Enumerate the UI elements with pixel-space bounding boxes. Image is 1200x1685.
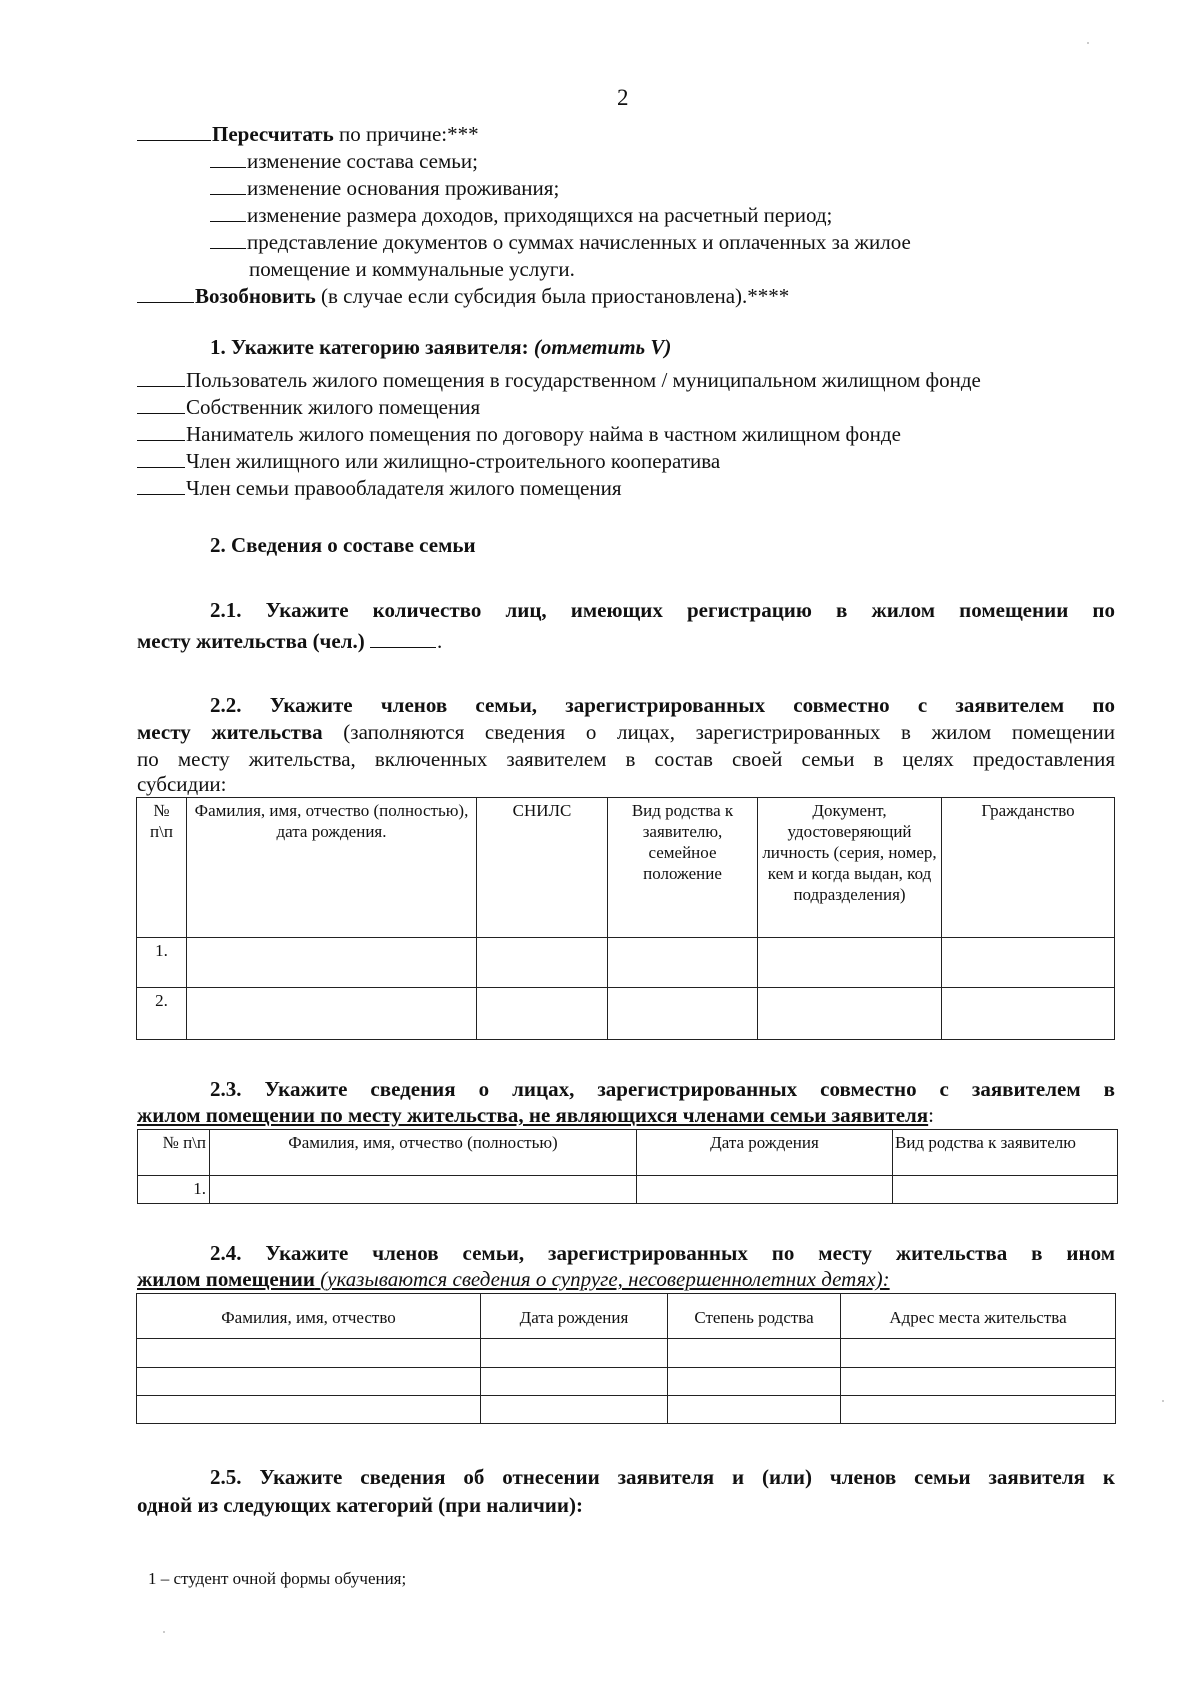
page-number: 2 xyxy=(617,85,629,110)
category-blank[interactable] xyxy=(137,466,185,468)
table-cell[interactable] xyxy=(137,1368,481,1396)
recalc-reason-3 xyxy=(210,202,832,229)
col-address: Адрес места жительства xyxy=(841,1294,1116,1339)
table-cell[interactable] xyxy=(841,1396,1116,1424)
table-cell[interactable] xyxy=(758,938,942,988)
reason-text: представление документов о суммах начисленных и оплаченных за жилое xyxy=(247,230,911,254)
category-option-3 xyxy=(137,421,901,448)
category-option-5 xyxy=(137,475,621,502)
table-cell[interactable] xyxy=(758,988,942,1040)
s23-tail: : xyxy=(928,1103,935,1127)
recalc-reason-2 xyxy=(210,175,559,202)
table-cell[interactable] xyxy=(608,988,758,1040)
resume-line xyxy=(137,283,789,310)
table-row xyxy=(137,1368,1116,1396)
table-cell[interactable] xyxy=(608,938,758,988)
category-text: Наниматель жилого помещения по договору найма в частном жилищном фонде xyxy=(186,422,901,446)
recalc-title-rest: по причине:*** xyxy=(333,122,479,146)
reason-text: изменение состава семьи; xyxy=(247,149,478,173)
table-cell[interactable] xyxy=(942,938,1115,988)
resume-blank[interactable] xyxy=(137,301,194,303)
recalc-reason-4-cont: помещение и коммунальные услуги. xyxy=(249,257,575,281)
reason-blank[interactable] xyxy=(210,247,246,249)
scan-speck xyxy=(1162,1400,1164,1402)
category-blank[interactable] xyxy=(137,412,185,414)
table-cell[interactable] xyxy=(893,1176,1118,1204)
table-cell[interactable] xyxy=(841,1368,1116,1396)
table-cell[interactable] xyxy=(668,1339,841,1368)
s22-line1: 2.2. Укажите членов семьи, зарегистрированных совместно с заявителем по xyxy=(210,693,1115,717)
table-cell[interactable] xyxy=(668,1368,841,1396)
s23-bold: жилом помещении по месту жительства, не являющихся членами семьи заявителя xyxy=(137,1103,929,1127)
category-option-1 xyxy=(137,367,981,394)
row-number: 2. xyxy=(137,988,187,1040)
table-cell[interactable] xyxy=(481,1339,668,1368)
reason-text: изменение основания проживания; xyxy=(247,176,560,200)
row-number: 1. xyxy=(137,938,187,988)
family-members-table xyxy=(136,797,1115,1040)
recalc-blank[interactable] xyxy=(137,139,211,141)
col-full-name: Фамилия, имя, отчество xyxy=(137,1294,481,1339)
table-cell[interactable] xyxy=(942,988,1115,1040)
table-header-row xyxy=(137,798,1115,938)
col-number: № п\п xyxy=(138,1130,210,1176)
recalc-line xyxy=(137,121,479,148)
table-row xyxy=(137,988,1115,1040)
scan-speck xyxy=(163,1631,165,1633)
s22-rest: (заполняются сведения о лицах, зарегистрированных в жилом помещении xyxy=(322,720,1115,744)
col-full-name: Фамилия, имя, отчество (полностью) xyxy=(210,1130,637,1176)
reason-blank[interactable] xyxy=(210,193,246,195)
category-text: Член семьи правообладателя жилого помещения xyxy=(186,476,622,500)
s25-line2: одной из следующих категорий (при наличии): xyxy=(137,1493,583,1517)
section1-title-text: 1. Укажите категорию заявителя: xyxy=(210,335,534,359)
row-number: 1. xyxy=(138,1176,210,1204)
category-option-2 xyxy=(137,394,480,421)
table-cell[interactable] xyxy=(187,938,477,988)
s21-tail: . xyxy=(437,629,443,653)
non-family-residents-table xyxy=(137,1129,1118,1204)
section2-title: 2. Сведения о составе семьи xyxy=(210,533,476,557)
s21-count-blank[interactable] xyxy=(370,646,436,648)
col-relation-degree: Степень родства xyxy=(668,1294,841,1339)
footnote-item-1: 1 – студент очной формы обучения; xyxy=(148,1569,407,1588)
col-number: № п\п xyxy=(137,798,187,938)
table-cell[interactable] xyxy=(481,1396,668,1424)
category-text: Собственник жилого помещения xyxy=(186,395,481,419)
table-cell[interactable] xyxy=(477,988,608,1040)
s21-line1: 2.1. Укажите количество лиц, имеющих регистрацию в жилом помещении по xyxy=(210,598,1115,622)
s21-line2 xyxy=(137,628,442,655)
col-snils: СНИЛС xyxy=(477,798,608,938)
table-cell[interactable] xyxy=(668,1396,841,1424)
table-cell[interactable] xyxy=(841,1339,1116,1368)
col-relation: Вид родства к заявителю, семейное положение xyxy=(608,798,758,938)
s23-line1: 2.3. Укажите сведения о лицах, зарегистрированных совместно с заявителем в xyxy=(210,1077,1115,1101)
table-cell[interactable] xyxy=(137,1396,481,1424)
s21-label: месту жительства (чел.) xyxy=(137,629,365,653)
category-option-4 xyxy=(137,448,720,475)
table-cell[interactable] xyxy=(187,988,477,1040)
s22-line4: субсидии: xyxy=(137,772,227,796)
s24-bold: жилом помещении xyxy=(137,1267,315,1291)
table-row xyxy=(137,1339,1116,1368)
recalc-title: Пересчитать xyxy=(212,122,334,146)
category-blank[interactable] xyxy=(137,385,185,387)
col-id-document: Документ, удостоверяющий личность (серия, номер, кем и когда выдан, код подразделения) xyxy=(758,798,942,938)
s24-italic: (указываются сведения о супруге, несовершеннолетних детях): xyxy=(314,1267,890,1291)
table-cell[interactable] xyxy=(477,938,608,988)
scan-speck xyxy=(1087,42,1089,44)
category-blank[interactable] xyxy=(137,493,185,495)
table-row xyxy=(137,1396,1116,1424)
s25-line1: 2.5. Укажите сведения об отнесении заявителя и (или) членов семьи заявителя к xyxy=(210,1465,1115,1489)
category-text: Член жилищного или жилищно-строительного кооператива xyxy=(186,449,721,473)
table-header-row xyxy=(138,1130,1118,1176)
table-header-row xyxy=(137,1294,1116,1339)
section1-title-italic: (отметить V) xyxy=(533,335,672,359)
resume-rest: (в случае если субсидия была приостановлена).**** xyxy=(315,284,790,308)
table-row xyxy=(138,1176,1118,1204)
table-cell[interactable] xyxy=(210,1176,637,1204)
s24-line1: 2.4. Укажите членов семьи, зарегистрированных по месту жительства в ином xyxy=(210,1241,1115,1265)
resume-title: Возобновить xyxy=(195,284,316,308)
table-cell[interactable] xyxy=(637,1176,893,1204)
col-relation: Вид родства к заявителю xyxy=(893,1130,1118,1176)
table-cell[interactable] xyxy=(137,1339,481,1368)
category-text: Пользователь жилого помещения в государственном / муниципальном жилищном фонде xyxy=(186,368,981,392)
s23-line2 xyxy=(137,1102,934,1129)
reason-blank[interactable] xyxy=(210,166,246,168)
other-residence-table xyxy=(136,1293,1116,1424)
col-birth-date: Дата рождения xyxy=(481,1294,668,1339)
s22-bold: месту жительства xyxy=(137,720,323,744)
table-cell[interactable] xyxy=(481,1368,668,1396)
s22-line2 xyxy=(137,719,1115,746)
table-row xyxy=(137,938,1115,988)
s22-line3: по месту жительства, включенных заявителем в состав своей семьи в целях предоставления xyxy=(137,747,1115,771)
reason-text: изменение размера доходов, приходящихся на расчетный период; xyxy=(247,203,833,227)
category-blank[interactable] xyxy=(137,439,185,441)
reason-blank[interactable] xyxy=(210,220,246,222)
col-citizenship: Гражданство xyxy=(942,798,1115,938)
section1-title xyxy=(210,334,671,361)
s24-line2 xyxy=(137,1266,890,1293)
col-birth-date: Дата рождения xyxy=(637,1130,893,1176)
recalc-reason-1 xyxy=(210,148,478,175)
col-full-name: Фамилия, имя, отчество (полностью), дата рождения. xyxy=(187,798,477,938)
recalc-reason-4 xyxy=(210,229,911,256)
